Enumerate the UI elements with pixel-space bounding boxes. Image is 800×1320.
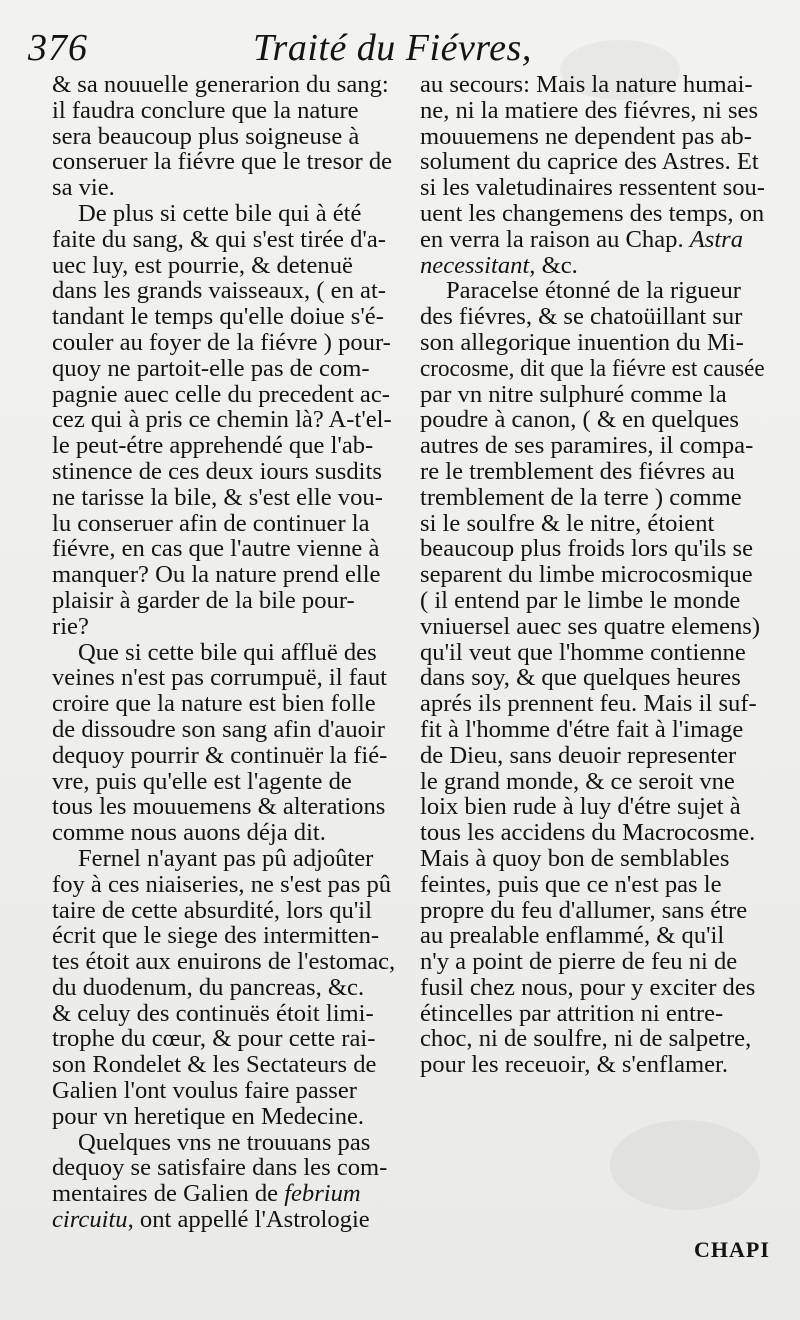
text-line: [52, 72, 397, 98]
line-text: au prealable enflammé, & qu'il: [420, 922, 725, 950]
text-line: [420, 614, 765, 640]
line-text: pour les receuoir, & s'enflamer.: [420, 1051, 729, 1079]
text-line: [52, 665, 397, 691]
line-text: rie?: [52, 612, 89, 640]
text-line: [420, 898, 765, 924]
line-text: si les valetudinaires ressentent sou-: [420, 174, 765, 202]
line-text: de dissoudre son sang afin d'auoir: [52, 715, 385, 743]
text-line: [420, 253, 765, 279]
line-text: lu conseruer afin de continuer la: [52, 509, 370, 537]
text-line: [52, 898, 397, 924]
line-text: mentaires de Galien de: [52, 1180, 285, 1208]
line-text: crocosme, dit que la fiévre est causée: [420, 354, 765, 382]
line-text: feintes, puis que ce n'est pas le: [420, 870, 722, 898]
line-text: De plus si cette bile qui à été: [78, 199, 362, 227]
line-text: tous les mouuemens & alterations: [52, 793, 386, 821]
line-text: choc, ni de soulfre, ni de salpetre,: [420, 1025, 752, 1053]
line-text: par vn nitre sulphuré comme la: [420, 380, 727, 408]
text-line: [420, 304, 765, 330]
text-line: [52, 872, 397, 898]
text-line: [52, 201, 397, 227]
text-line: [420, 536, 765, 562]
text-line: [52, 820, 397, 846]
line-text: vre, puis qu'elle est l'agente de: [52, 767, 352, 795]
text-line: [420, 691, 765, 717]
line-text: dans soy, & que quelques heures: [420, 664, 741, 692]
text-line: [52, 640, 397, 666]
text-line: [420, 201, 765, 227]
text-line: [52, 175, 397, 201]
text-line: [52, 407, 397, 433]
line-text: Quelques vns ne trouuans pas: [78, 1128, 371, 1156]
text-line: [420, 356, 765, 382]
text-line: [52, 1130, 397, 1156]
text-line: [52, 1026, 397, 1052]
text-line: [52, 330, 397, 356]
line-text: ne, ni la matiere des fiévres, ni ses: [420, 96, 759, 124]
line-text: beaucoup plus froids lors qu'ils se: [420, 535, 753, 563]
line-text: qu'il veut que l'homme contienne: [420, 638, 746, 666]
line-text: uent les changemens des temps, on: [420, 199, 765, 227]
text-line: [52, 1052, 397, 1078]
page-number: 376: [28, 27, 88, 69]
line-text: veines n'est pas corrumpuë, il faut: [52, 664, 387, 692]
text-line: [420, 330, 765, 356]
text-line: [52, 769, 397, 795]
text-line: [52, 614, 397, 640]
text-line: [52, 536, 397, 562]
text-line: [420, 717, 765, 743]
line-text: plaisir à garder de la bile pour-: [52, 586, 355, 614]
text-line: [420, 407, 765, 433]
line-text: faite du sang, & qui s'est tirée d'a-: [52, 225, 386, 253]
line-text: vniuersel auec ses quatre elemens): [420, 612, 761, 640]
line-text: autres de ses paramires, il compa-: [420, 432, 754, 460]
line-text: ( il entend par le limbe le monde: [420, 586, 741, 614]
italic-text: febrium: [284, 1180, 361, 1208]
line-text: dequoy se satisfaire dans les com-: [52, 1154, 388, 1182]
text-line: [52, 1155, 397, 1181]
line-text: du duodenum, du pancreas, &c.: [52, 973, 365, 1001]
line-text: le grand monde, & ce seroit vne: [420, 767, 735, 795]
text-line: [420, 923, 765, 949]
line-text: sera beaucoup plus soigneuse à: [52, 122, 360, 150]
text-line: [52, 1078, 397, 1104]
text-line: [420, 1026, 765, 1052]
italic-text: Astra: [689, 225, 744, 253]
line-text: Galien l'ont voulus faire passer: [52, 1077, 357, 1105]
text-line: [52, 691, 397, 717]
line-text: fiévre, en cas que l'autre vienne à: [52, 535, 380, 563]
text-line: [52, 923, 397, 949]
line-text: tous les accidens du Macrocosme.: [420, 819, 756, 847]
line-text: au secours: Mais la nature humai-: [420, 71, 753, 98]
line-text: son allegorique inuention du Mi-: [420, 328, 744, 356]
line-text: re le tremblement des fiévres au: [420, 457, 735, 485]
line-text: Fernel n'ayant pas pû adjoûter: [78, 844, 374, 872]
line-text: trophe du cœur, & pour cette rai-: [52, 1025, 376, 1053]
text-line: [420, 433, 765, 459]
line-text: tandant le temps qu'elle doiue s'é-: [52, 303, 384, 331]
paper-stain: [610, 1120, 760, 1210]
text-line: [420, 794, 765, 820]
text-line: [420, 1052, 765, 1078]
line-text: le peut-étre apprehendé que l'ab-: [52, 432, 374, 460]
running-title: Traité du Fiévres,: [253, 27, 532, 69]
line-text: poudre à canon, ( & en quelques: [420, 406, 739, 434]
line-text: & sa nouuelle generarion du sang:: [52, 71, 389, 98]
line-text: écrit que le siege des intermitten-: [52, 922, 380, 950]
line-text: cez qui à pris ce chemin là? A-t'el-: [52, 406, 392, 434]
text-line: [52, 562, 397, 588]
text-line: [420, 459, 765, 485]
line-text: mouuemens ne dependent pas ab-: [420, 122, 752, 150]
line-text: pour vn heretique en Medecine.: [52, 1102, 365, 1130]
text-line: [420, 278, 765, 304]
line-text: Paracelse étonné de la rigueur: [446, 277, 741, 305]
line-text: fit à l'homme d'étre fait à l'image: [420, 715, 744, 743]
text-line: [420, 562, 765, 588]
text-line: [420, 382, 765, 408]
text-line: [52, 1104, 397, 1130]
line-text: , &c.: [529, 251, 578, 279]
text-line: [420, 98, 765, 124]
text-line: [52, 253, 397, 279]
text-line: [420, 588, 765, 614]
italic-text: circuitu: [52, 1206, 128, 1234]
line-text: manquer? Ou la nature prend elle: [52, 561, 381, 589]
line-text: fusil chez nous, pour y exciter des: [420, 973, 756, 1001]
line-text: tremblement de la terre ) comme: [420, 483, 742, 511]
line-text: loix bien rude à luy d'étre sujet à: [420, 793, 741, 821]
italic-text: necessitant: [420, 251, 530, 279]
text-line: [420, 1001, 765, 1027]
line-text: si le soulfre & le nitre, étoient: [420, 509, 715, 537]
catchword: CHAPI: [694, 1237, 770, 1262]
line-text: quoy ne partoit-elle pas de com-: [52, 354, 370, 382]
text-line: [420, 820, 765, 846]
line-text: stinence de ces deux iours susdits: [52, 457, 382, 485]
text-line: [52, 975, 397, 1001]
text-line: [52, 1001, 397, 1027]
line-text: de Dieu, sans deuoir representer: [420, 741, 737, 769]
line-text: croire que la nature est bien folle: [52, 690, 376, 718]
text-line: [52, 98, 397, 124]
text-line: [420, 149, 765, 175]
text-line: [52, 794, 397, 820]
line-text: étincelles par attrition ni entre-: [420, 999, 724, 1027]
line-text: couler au foyer de la fiévre ) pour-: [52, 328, 391, 356]
text-line: [420, 846, 765, 872]
line-text: separent du limbe microcosmique: [420, 561, 753, 589]
left-text-column: [52, 72, 397, 1233]
text-line: [52, 743, 397, 769]
line-text: aprés ils prennent feu. Mais il suf-: [420, 690, 757, 718]
text-line: [52, 846, 397, 872]
text-line: [52, 1181, 397, 1207]
line-text: n'y a point de pierre de feu ni de: [420, 948, 738, 976]
text-line: [52, 511, 397, 537]
text-line: [420, 640, 765, 666]
line-text: Que si cette bile qui affluë des: [78, 638, 377, 666]
text-line: [420, 175, 765, 201]
line-text: son Rondelet & les Sectateurs de: [52, 1051, 377, 1079]
line-text: solument du caprice des Astres. Et: [420, 148, 759, 176]
text-line: [420, 124, 765, 150]
line-text: tes étoit aux enuirons de l'estomac,: [52, 948, 396, 976]
line-text: dans les grands vaisseaux, ( en at-: [52, 277, 386, 305]
text-line: [52, 588, 397, 614]
text-line: [52, 278, 397, 304]
text-line: [52, 124, 397, 150]
text-line: [52, 1207, 397, 1233]
line-text: uec luy, est pourrie, & detenuë: [52, 251, 353, 279]
line-text: propre du feu d'allumer, sans étre: [420, 896, 748, 924]
line-text: foy à ces niaiseries, ne s'est pas pû: [52, 870, 392, 898]
text-line: [420, 227, 765, 253]
right-text-column: [420, 72, 765, 1078]
line-text: des fiévres, & se chatoüillant sur: [420, 303, 743, 331]
text-line: [52, 382, 397, 408]
line-text: il faudra conclure que la nature: [52, 96, 359, 124]
text-line: [52, 485, 397, 511]
text-line: [420, 511, 765, 537]
line-text: comme nous auons déja dit.: [52, 819, 326, 847]
line-text: conseruer la fiévre que le tresor de: [52, 148, 393, 176]
text-line: [52, 304, 397, 330]
line-text: taire de cette absurdité, lors qu'il: [52, 896, 372, 924]
text-line: [420, 743, 765, 769]
text-line: [420, 975, 765, 1001]
line-text: Mais à quoy bon de semblables: [420, 844, 730, 872]
line-text: en verra la raison au Chap.: [420, 225, 690, 253]
text-line: [420, 872, 765, 898]
line-text: sa vie.: [52, 174, 115, 202]
text-line: [420, 485, 765, 511]
text-line: [52, 149, 397, 175]
text-line: [420, 949, 765, 975]
line-text: pagnie auec celle du precedent ac-: [52, 380, 390, 408]
text-line: [52, 717, 397, 743]
text-line: [420, 72, 765, 98]
line-text: & celuy des continuës étoit limi-: [52, 999, 374, 1027]
text-line: [52, 949, 397, 975]
text-line: [52, 433, 397, 459]
text-line: [52, 356, 397, 382]
text-line: [420, 769, 765, 795]
line-text: dequoy pourrir & continuër la fié-: [52, 741, 388, 769]
line-text: , ont appellé l'Astrologie: [127, 1206, 370, 1234]
text-line: [420, 665, 765, 691]
line-text: ne tarisse la bile, & s'est elle vou-: [52, 483, 383, 511]
text-line: [52, 227, 397, 253]
text-line: [52, 459, 397, 485]
